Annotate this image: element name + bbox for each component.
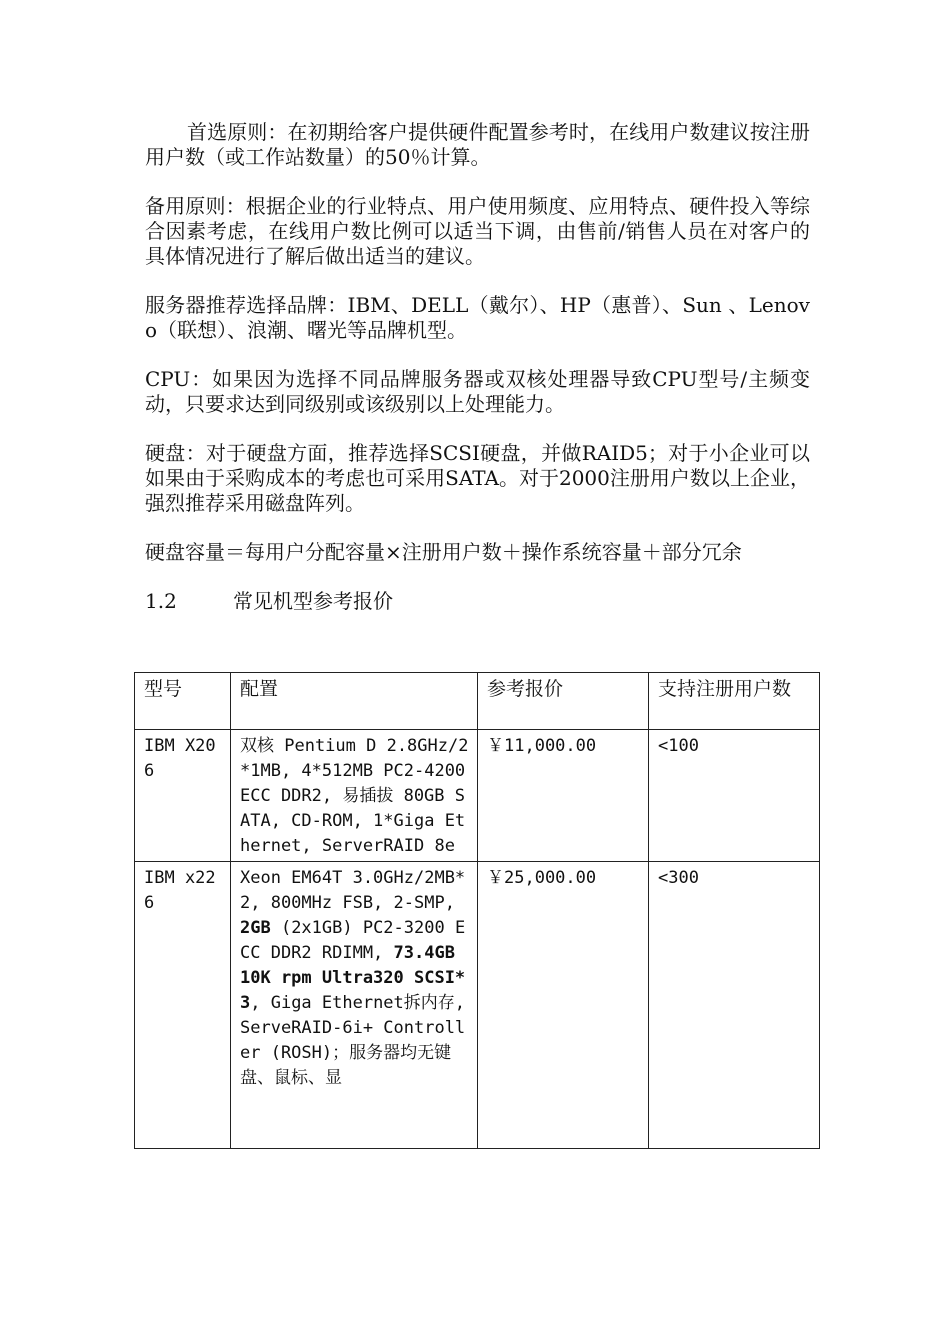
section-heading (145, 589, 810, 614)
cell-config (231, 730, 478, 862)
paragraph-hard-disk: 硬盘：对于硬盘方面，推荐选择SCSI硬盘，并做RAID5；对于小企业可以如果由于采购成本的考虑也可采用SATA。对于2000注册用户数以上企业，强烈推荐采用磁盘阵列。 (145, 441, 810, 515)
config-text: , Giga Ethernet拆内存,ServeRAID-6i+ Controller (ROSH)；服务器均无键盘、鼠标、显 (240, 993, 466, 1088)
paragraph-disk-capacity: 硬盘容量＝每用户分配容量×注册用户数＋操作系统容量＋部分冗余 (145, 540, 742, 564)
config-text: Xeon EM64T 3.0GHz/2MB*2, 800MHz FSB, 2-SMP, (240, 868, 466, 913)
config-text-bold: 2GB (240, 918, 271, 938)
cell-users: <300 (649, 862, 820, 1149)
paragraph-backup-principle: 备用原则：根据企业的行业特点、用户使用频度、应用特点、硬件投入等综合因素考虑，在线用户数比例可以适当下调，由售前/销售人员在对客户的具体情况进行了解后做出适当的建议。 (145, 194, 810, 268)
paragraph-server-brands: 服务器推荐选择品牌：IBM、DELL（戴尔）、HP（惠普）、Sun 、Lenovo（联想）、浪潮、曙光等品牌机型。 (145, 293, 810, 342)
cell-price: ￥11,000.00 (478, 730, 649, 862)
header-users: 支持注册用户数 (649, 673, 820, 730)
table-header-row (135, 673, 820, 730)
header-model: 型号 (135, 673, 231, 730)
header-price: 参考报价 (478, 673, 649, 730)
config-text: 双核 Pentium D 2.8GHz/2*1MB, 4*512MB PC2-4200 ECC DDR2, 易插拔 80GB SATA, CD-ROM, 1*Giga Ethernet, ServerRAID 8e (240, 736, 469, 856)
section-number: 1.2 (145, 589, 177, 613)
cell-model: IBM x226 (135, 862, 231, 1149)
cell-price: ￥25,000.00 (478, 862, 649, 1149)
config-text-bold: 73.4GB 10K rpm Ultra320 SCSI*3 (240, 943, 466, 1013)
cell-config (231, 862, 478, 1149)
paragraph-primary-principle: 首选原则：在初期给客户提供硬件配置参考时，在线用户数建议按注册用户数（或工作站数量）的50％计算。 (145, 120, 810, 169)
header-config: 配置 (231, 673, 478, 730)
table-row (135, 730, 820, 862)
cell-model: IBM X206 (135, 730, 231, 862)
config-clip (240, 866, 469, 1118)
document-body (145, 120, 810, 637)
paragraph-cpu: CPU：如果因为选择不同品牌服务器或双核处理器导致CPU型号/主频变动，只要求达到同级别或该级别以上处理能力。 (145, 367, 810, 416)
price-table (134, 672, 820, 1149)
section-title: 常见机型参考报价 (233, 589, 393, 613)
config-text: (2x1GB) PC2-3200 ECC DDR2 RDIMM, (240, 918, 466, 963)
cell-users: <100 (649, 730, 820, 862)
table-row (135, 862, 820, 1149)
